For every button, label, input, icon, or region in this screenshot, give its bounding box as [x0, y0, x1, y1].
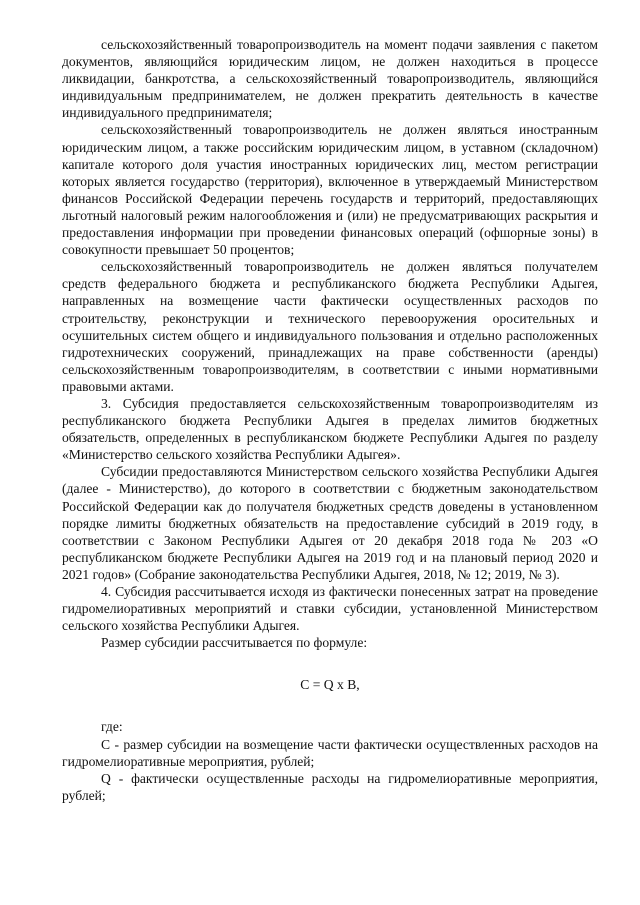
paragraph-subsidy-provider: Субсидии предоставляются Министерством сельского хозяйства Республики Адыгея (далее - Министерство), до которого в соответствии с бюджетным законодательством Российской Федерации как до получателя бюджетных средств доведены в установленном порядке лимиты бюджетных обязательств на предоставление субсидий в 2019 году, в соответствии с Законом Республики Адыгея от 20 декабря 2018 года № 203 «О республиканском бюджете Республики Адыгея на 2019 год и на плановый период 2020 и 2021 годов» (Собрание законодательства Республики Адыгея, 2018, № 12; 2019, № 3). — [62, 464, 598, 582]
document-page — [62, 36, 598, 804]
paragraph-requirement-not-foreign-entity: сельскохозяйственный товаропроизводитель не должен являться иностранным юридическим лицом, а также российским юридическим лицом, в уставном (складочном) капитале которого доля участия иностранных юридических лиц, местом регистрации которых является государство (территория), включенное в утверждаемый Министерством финансов Российской Федерации перечень государств и территорий, предоставляющих льготный налоговый режим налогообложения и (или) не предусматривающих раскрытия и предоставления информации при проведении финансовых операций (офшорные зоны) в совокупности превышает 50 процентов; — [62, 122, 598, 258]
definition-c: С - размер субсидии на возмещение части фактически осуществленных расходов на гидромелиоративные мероприятия, рублей; — [62, 736, 598, 769]
paragraph-clause-3: 3. Субсидия предоставляется сельскохозяйственным товаропроизводителям из республиканского бюджета Республики Адыгея в пределах лимитов бюджетных обязательств, определенных в республиканском бюджете Республики Адыгея по разделу «Министерство сельского хозяйства Республики Адыгея». — [62, 395, 598, 463]
paragraph-requirement-not-in-liquidation: сельскохозяйственный товаропроизводитель на момент подачи заявления с пакетом документов, являющийся юридическим лицом, не должен находиться в процессе ликвидации, банкротства, а сельскохозяйственный товаропроизводитель, являющийся индивидуальным предпринимателем, не должен прекратить деятельность в качестве индивидуального предпринимателя; — [62, 37, 598, 121]
formula: С = Q х В, — [300, 677, 360, 693]
paragraph-requirement-not-budget-recipient: сельскохозяйственный товаропроизводитель не должен являться получателем средств федерального бюджета и республиканского бюджета Республики Адыгея, направленных на возмещение части фактически осуществленных расходов по строительству, реконструкции и технического перевооружения оросительных и осушительных систем общего и индивидуального пользования и отдельно расположенных гидротехнических сооружений, принадлежащих на праве собственности (аренды) сельскохозяйственным товаропроизводителям, в соответствии с иными нормативными правовыми актами. — [62, 259, 598, 394]
paragraph-formula-intro: Размер субсидии рассчитывается по формуле: — [101, 635, 368, 651]
definition-q: Q - фактически осуществленные расходы на гидромелиоративные мероприятия, рублей; — [62, 770, 598, 803]
formula-where-label: где: — [101, 719, 123, 735]
paragraph-clause-4: 4. Субсидия рассчитывается исходя из фактически понесенных затрат на проведение гидромелиоративных мероприятий и ставки субсидии, установленной Министерством сельского хозяйства Республики Адыгея. — [62, 584, 598, 634]
